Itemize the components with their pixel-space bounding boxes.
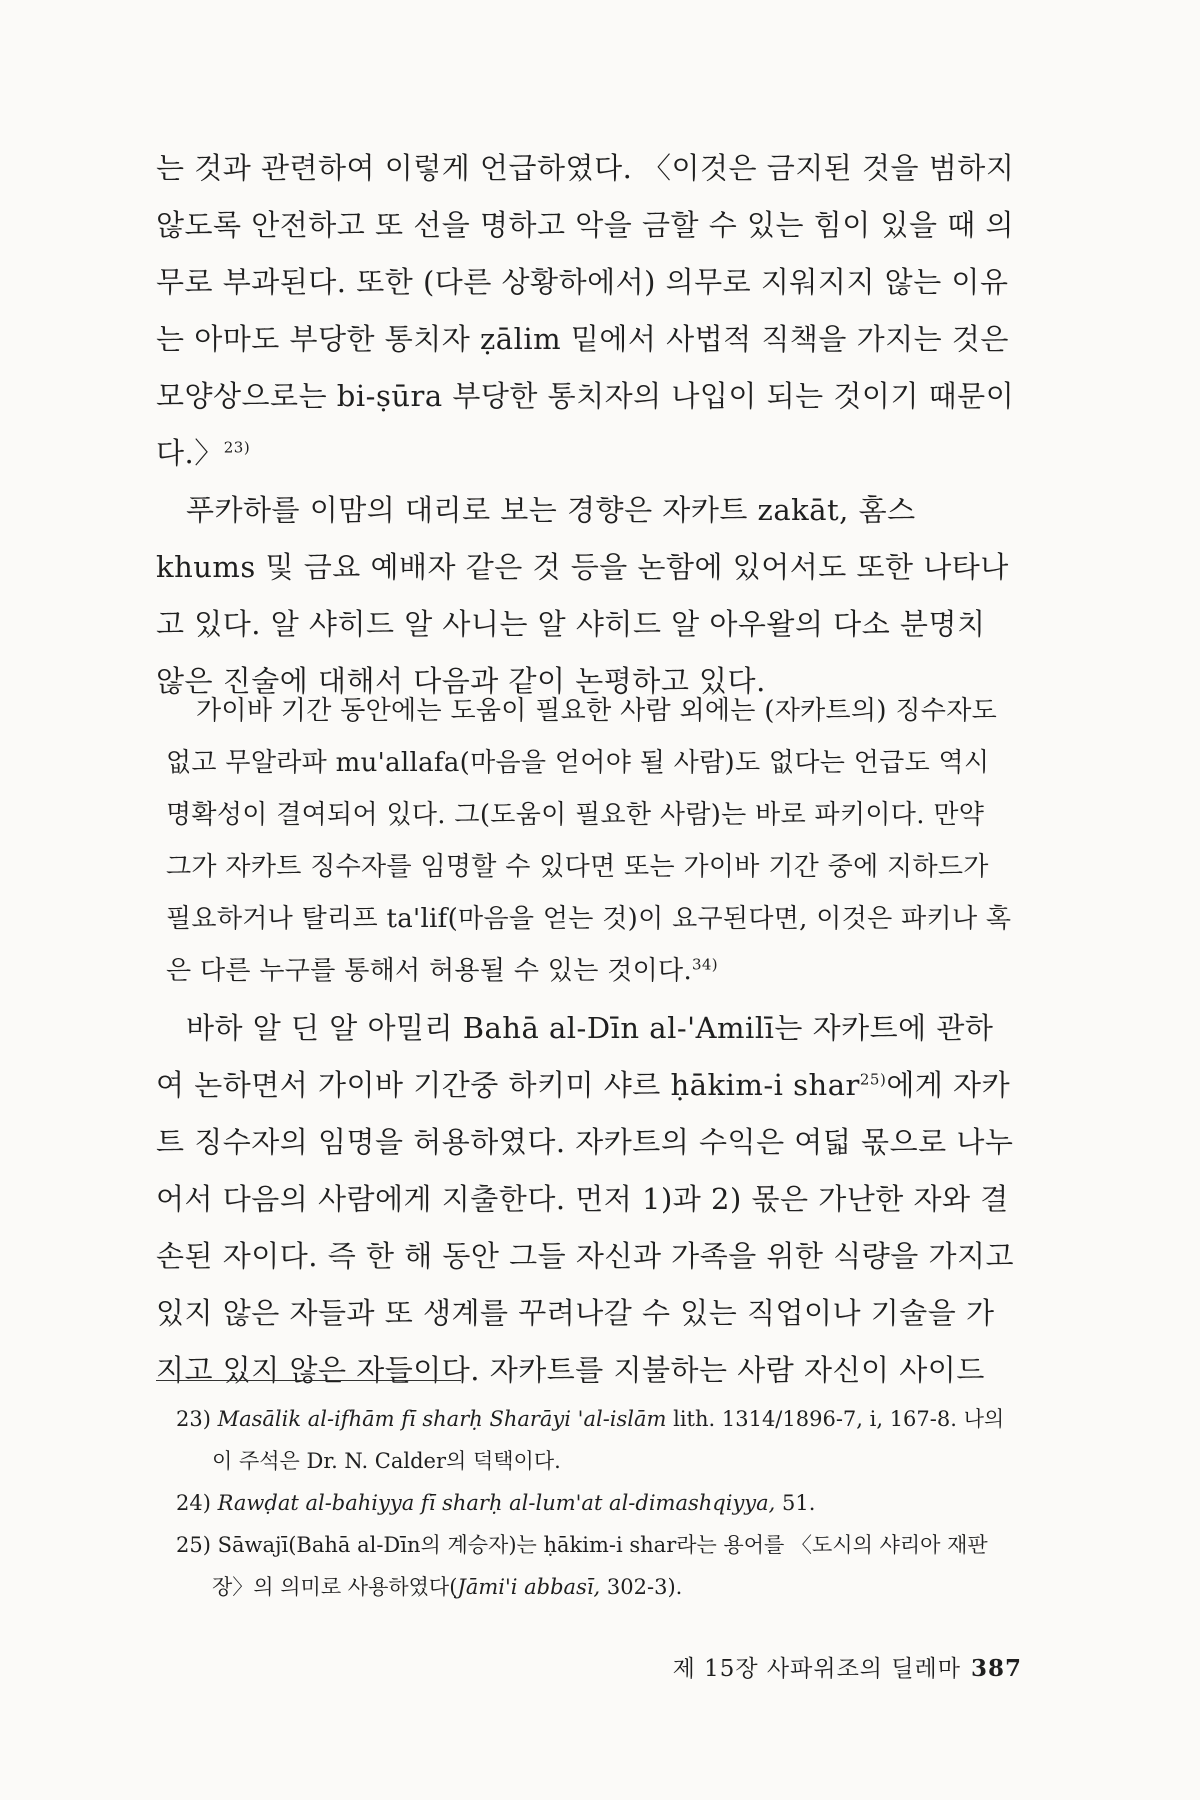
footnote-text: 51. [775, 1491, 816, 1515]
main-text [156, 140, 1016, 710]
paragraph-3-text-b: 에게 자카트 징수자의 임명을 허용하였다. 자카트의 수익은 여덟 몫으로 나누어서 다음의 사람에게 지출한다. 먼저 1)과 2) 몫은 가난한 자와 결손된 자이다. 즉 한 해 동안 그들 자신과 가족을 위한 식량을 가지고 있지 않은 자들과 또 생계를 꾸려나갈 수 있는 직업이나 기술을 가지고 있지 않은 자들이다. 자카트를 지불하는 사람 자신이 사이드 [156, 1068, 1014, 1387]
footnote-title: Masālik al-ifhām fī sharḥ Sharāyi 'al-islām [217, 1407, 667, 1431]
page-footer [673, 1650, 1022, 1683]
footnotes [176, 1398, 1016, 1608]
footnote-ref-25: 25) [859, 1070, 887, 1089]
footnote-title: Rawḍat al-bahiyya fī sharḥ al-lum'at al-dimashqiyya, [217, 1491, 776, 1515]
paragraph-3 [156, 1000, 1016, 1399]
paragraph-1 [156, 140, 1016, 482]
paragraph-2: 푸카하를 이맘의 대리로 보는 경향은 자카트 zakāt, 홈스 khums 및 금요 예배자 같은 것 등을 논함에 있어서도 또한 나타나고 있다. 알 샤히드 알 사니는 알 샤히드 알 아우왈의 다소 분명치 않은 진술에 대해서 다음과 같이 논평하고 있다. [156, 493, 1009, 698]
footnote-number: 23) [176, 1407, 211, 1431]
footnote-text: 302-3). [600, 1575, 683, 1599]
footnote-number: 25) [176, 1533, 211, 1557]
footnote-title: Jāmi'i abbasī, [457, 1575, 601, 1599]
block-quote [166, 685, 1012, 997]
footnote-text: lith. 1314/1896-7, i, 167-8. 나의 이 주석은 Dr. N. Calder의 덕택이다. [212, 1407, 1005, 1473]
footnote-number: 24) [176, 1491, 211, 1515]
footnote-divider [156, 1380, 461, 1381]
block-quote-text: 가이바 기간 동안에는 도움이 필요한 사람 외에는 (자카트의) 징수자도 없고 무알라파 mu'allafa(마음을 얻어야 될 사람)도 없다는 언급도 역시 명확성이 결여되어 있다. 그(도움이 필요한 사람)는 바로 파키이다. 만약 그가 자카트 징수자를 임명할 수 있다면 또는 가이바 기간 중에 지하드가 필요하거나 탈리프 ta'lif(마음을 얻는 것)이 요구된다면, 이것은 파키나 혹은 다른 누구를 통해서 허용될 수 있는 것이다. [166, 696, 1012, 986]
footnote-25 [176, 1524, 1016, 1608]
footnote-ref-34: 34) [692, 955, 718, 974]
paragraph-1-text: 는 것과 관련하여 이렇게 언급하였다. 〈이것은 금지된 것을 범하지 않도록 안전하고 또 선을 명하고 악을 금할 수 있는 힘이 있을 때 의무로 부과된다. 또한 (다른 상황하에서) 의무로 지워지지 않는 이유는 아마도 부당한 통치자 ẓālim 밑에서 사법적 직책을 가지는 것은 모양상으로는 bi-ṣūra 부당한 통치자의 나입이 되는 것이기 때문이다.〉 [156, 151, 1015, 470]
paragraph-3-text-a: 바하 알 딘 알 아밀리 Bahā al-Dīn al-'Amilī는 자카트에 관하여 논하면서 가이바 기간중 하키미 샤르 ḥākim-i shar [156, 1011, 994, 1102]
running-footer-chapter: 제 15장 사파위조의 딜레마 [672, 1656, 961, 1682]
footnote-text: Sāwajī(Bahā al-Dīn의 계승자)는 ḥākim-i shar라는 용어를 〈도시의 샤리아 재판장〉의 의미로 사용하였다( [212, 1533, 988, 1599]
footnote-24 [176, 1482, 1016, 1524]
page-number: 387 [970, 1655, 1022, 1682]
footnote-23 [176, 1398, 1016, 1482]
footnote-ref-23: 23) [223, 438, 251, 457]
